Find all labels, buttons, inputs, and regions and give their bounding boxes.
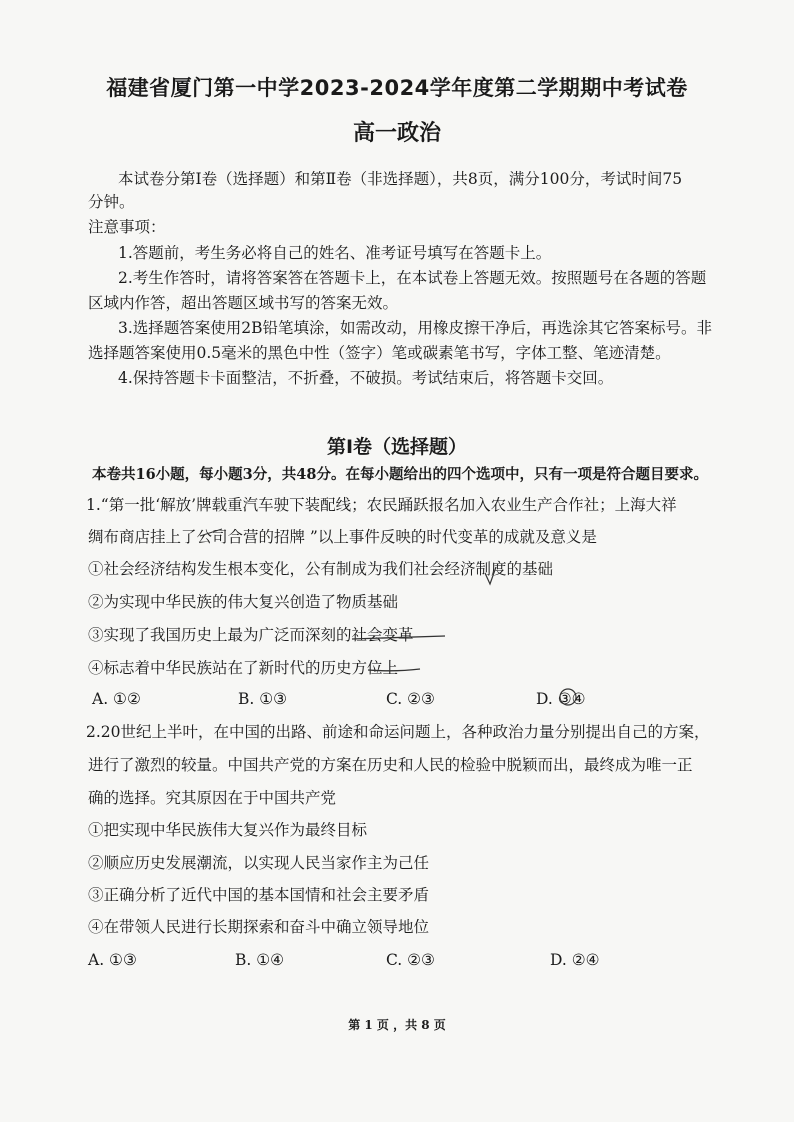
notice-heading: 注意事项： bbox=[88, 218, 166, 236]
q2-statement-1: ①把实现中华民族伟大复兴作为最终目标 bbox=[88, 821, 368, 839]
q1-option-b[interactable]: B. ①③ bbox=[238, 690, 288, 708]
q2-stem-line-2: 进行了激烈的较量。中国共产党的方案在历史和人民的检验中脱颖而出，最终成为唯一正 bbox=[88, 756, 693, 774]
notice-item-1: 1.答题前，考生务必将自己的姓名、准考证号填写在答题卡上。 bbox=[118, 244, 552, 262]
notice-item-2: 2.考生作答时，请将答案答在答题卡上，在本试卷上答题无效。按照题号在各题的答题 bbox=[118, 269, 707, 287]
q1-option-d[interactable]: D. ③④ bbox=[536, 690, 586, 708]
q2-statement-4: ④在带领人民进行长期探索和奋斗中确立领导地位 bbox=[88, 918, 430, 936]
q2-option-c[interactable]: C. ②③ bbox=[386, 951, 435, 969]
exam-subject: 高一政治 bbox=[352, 121, 441, 146]
section-title: 第Ⅰ卷（选择题） bbox=[326, 436, 468, 458]
q2-option-a[interactable]: A. ①③ bbox=[88, 951, 137, 969]
notice-item-4: 4.保持答题卡卡面整洁，不折叠，不破损。考试结束后，将答题卡交回。 bbox=[118, 369, 614, 387]
intro-line-2: 分钟。 bbox=[88, 193, 135, 211]
q2-option-b[interactable]: B. ①④ bbox=[235, 951, 285, 969]
q2-statement-2: ②顺应历史发展潮流，以实现人民当家作主为己任 bbox=[88, 854, 430, 872]
q1-statement-4: ④标志着中华民族站在了新时代的历史方位上 bbox=[88, 659, 399, 677]
section-instruction: 本卷共16小题，每小题3分，共48分。在每小题给出的四个选项中，只有一项是符合题目要求。 bbox=[92, 466, 708, 483]
page-footer: 第 1 页 ，共 8 页 bbox=[348, 1018, 446, 1032]
q1-option-c[interactable]: C. ②③ bbox=[386, 690, 435, 708]
intro-line-1: 本试卷分第Ⅰ卷（选择题）和第Ⅱ卷（非选择题），共8页，满分100分，考试时间75 bbox=[118, 170, 683, 188]
notice-item-3-cont: 选择题答案使用0.5毫米的黑色中性（签字）笔或碳素笔书写，字体工整、笔迹清楚。 bbox=[88, 344, 671, 362]
q1-stem-line-1: 1.“第一批‘解放’牌载重汽车驶下装配线；农民踊跃报名加入农业生产合作社；上海大祥 bbox=[86, 496, 677, 514]
exam-title: 福建省厦门第一中学2023-2024学年度第二学期期中考试卷 bbox=[106, 76, 688, 100]
notice-item-3: 3.选择题答案使用2B铅笔填涂，如需改动，用橡皮擦干净后，再选涂其它答案标号。非 bbox=[118, 319, 713, 337]
q1-stem-line-2: 绸布商店挂上了公司合营的招牌 ”以上事件反映的时代变革的成就及意义是 bbox=[88, 528, 597, 546]
q2-statement-3: ③正确分析了近代中国的基本国情和社会主要矛盾 bbox=[88, 886, 430, 904]
q1-statement-3: ③实现了我国历史上最为广泛而深刻的社会变革 bbox=[88, 626, 414, 644]
q2-stem-line-1: 2.20世纪上半叶，在中国的出路、前途和命运问题上，各种政治力量分别提出自己的方案， bbox=[86, 723, 710, 741]
q2-stem-line-3: 确的选择。究其原因在于中国共产党 bbox=[88, 789, 337, 807]
notice-item-2-cont: 区域内作答，超出答题区域书写的答案无效。 bbox=[88, 294, 399, 312]
q1-statement-2: ②为实现中华民族的伟大复兴创造了物质基础 bbox=[88, 593, 399, 611]
q1-statement-1: ①社会经济结构发生根本变化，公有制成为我们社会经济制度的基础 bbox=[88, 560, 554, 578]
q2-option-d[interactable]: D. ②④ bbox=[550, 951, 600, 969]
q1-option-a[interactable]: A. ①② bbox=[92, 690, 141, 708]
